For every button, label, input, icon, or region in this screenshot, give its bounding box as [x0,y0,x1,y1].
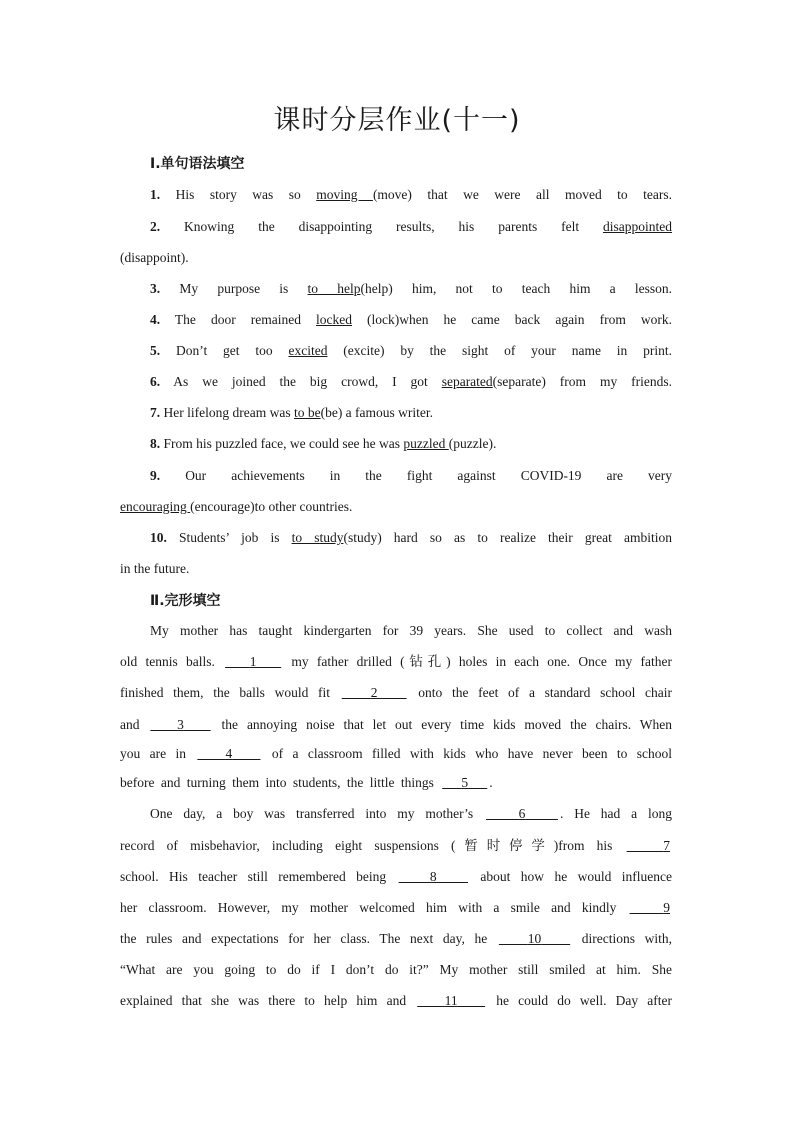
page-title: 课时分层作业(十一) [273,105,521,136]
question-number: 1. [150,187,161,202]
question-text: (encourage)to other countries. [190,499,353,514]
question-9 [150,466,672,486]
passage-line [120,991,672,1011]
passage-text: “What are you going to do if I don’t do it?” My mother still smiled at him. She [120,962,672,977]
passage-text: about how he would influence [469,869,672,884]
question-number: 5. [150,343,161,358]
passage-line [120,898,672,918]
answer: moving [316,187,373,202]
question-number: 10. [150,530,167,545]
question-3 [150,279,672,299]
passage-text: before and turning them into students, the little things [120,775,441,790]
question-text: Don’t get too [175,343,289,358]
blank-7: 7 [663,838,671,853]
question-2-continuation [120,248,672,268]
passage-text: her classroom. However, my mother welcomed him with a smile and kindly [120,900,628,915]
passage-line [120,836,672,856]
question-number: 7. [150,405,161,420]
section-1-heading: Ⅰ.单句语法填空 [150,156,245,172]
blank-11: 11 [444,993,458,1008]
question-7 [150,403,672,423]
question-text: (lock)when he came back again from work. [351,312,672,327]
question-text: (move) that we were all moved to tears. [372,187,672,202]
passage-text: and [120,717,149,732]
answer: to be [293,405,321,420]
passage-line [120,773,672,793]
blank-3: 3 [177,717,184,732]
passage-text: . [489,775,493,790]
blank-4: 4 [225,746,233,761]
blank-9: 9 [663,900,671,915]
passage-line [120,960,672,980]
passage-text: finished them, the balls would fit [120,685,340,700]
passage-text: explained that she was there to help him and [120,993,416,1008]
question-6 [150,372,672,392]
answer: puzzled [403,436,449,451]
passage-text: One day, a boy was transferred into my mother’s [150,806,484,821]
question-text: (separate) from my friends. [492,374,672,389]
answer: excited [288,343,328,358]
passage-line [120,867,672,887]
question-number: 2. [150,219,161,234]
passage-line [120,715,672,735]
passage-text: old tennis balls. [120,654,224,669]
answer: to help [307,281,361,296]
passage-line [120,929,672,949]
question-text: in the future. [120,561,190,576]
passage-text: directions with, [572,931,672,946]
passage-text: onto the feet of a standard school chair [408,685,672,700]
passage-line [120,652,672,672]
passage-text: the rules and expectations for her class. The next day, he [120,931,497,946]
blank-1: 1 [249,654,257,669]
passage-line [120,683,672,703]
question-text: Students’ job is [178,530,292,545]
passage-text: my father drilled (钻孔) holes in each one. Once my father [283,654,672,669]
question-number: 8. [150,436,161,451]
question-1 [150,185,672,205]
question-number: 4. [150,312,161,327]
question-10-continuation [120,559,672,579]
blank-2: 2 [370,685,378,700]
question-9-continuation [120,497,672,517]
passage-text: . He had a long [559,806,672,821]
answer: to study [291,530,344,545]
question-2 [150,217,672,237]
passage-text: you are in [120,746,196,761]
answer: disappointed [603,219,672,234]
question-number: 6. [150,374,161,389]
passage-line [120,744,672,764]
answer: locked [315,312,352,327]
question-4 [150,310,672,330]
question-5 [150,341,672,361]
question-text: Knowing the disappointing results, his parents felt [184,219,604,234]
passage-text: school. His teacher still remembered being [120,869,397,884]
question-text: His story was so [175,187,317,202]
passage-line [150,804,672,824]
answer: encouraging [120,499,191,514]
question-text: My purpose is [179,281,308,296]
question-text: Our achievements in the fight against COVID-19 are very [185,468,672,483]
question-text: (disappoint). [120,250,189,265]
section-2-heading: Ⅱ.完形填空 [150,593,221,609]
question-text: Her lifelong dream was [163,405,294,420]
question-number: 9. [150,468,161,483]
question-8 [150,434,672,454]
passage-text: the annoying noise that let out every time kids moved the chairs. When [212,717,672,732]
question-text: (study) hard so as to realize their great ambition [343,530,672,545]
question-10 [150,528,672,548]
passage-text: he could do well. Day after [487,993,672,1008]
blank-10: 10 [527,931,542,946]
question-text: As we joined the big crowd, I got [173,374,442,389]
question-text: From his puzzled face, we could see he was [163,436,404,451]
question-text: (excite) by the sight of your name in print. [327,343,672,358]
passage-line [150,621,672,641]
passage-text: My mother has taught kindergarten for 39 years. She used to collect and wash [150,623,672,638]
question-text: (puzzle). [448,436,497,451]
question-text: The door remained [174,312,316,327]
passage-text: of a classroom filled with kids who have never been to school [262,746,672,761]
question-number: 3. [150,281,161,296]
blank-6: 6 [518,806,526,821]
blank-5: 5 [461,775,469,790]
question-text: (be) a famous writer. [320,405,434,420]
passage-text: record of misbehavior, including eight suspensions (暂时停学)from his [120,838,625,853]
blank-8: 8 [429,869,437,884]
answer: separated [441,374,493,389]
question-text: (help) him, not to teach him a lesson. [360,281,672,296]
